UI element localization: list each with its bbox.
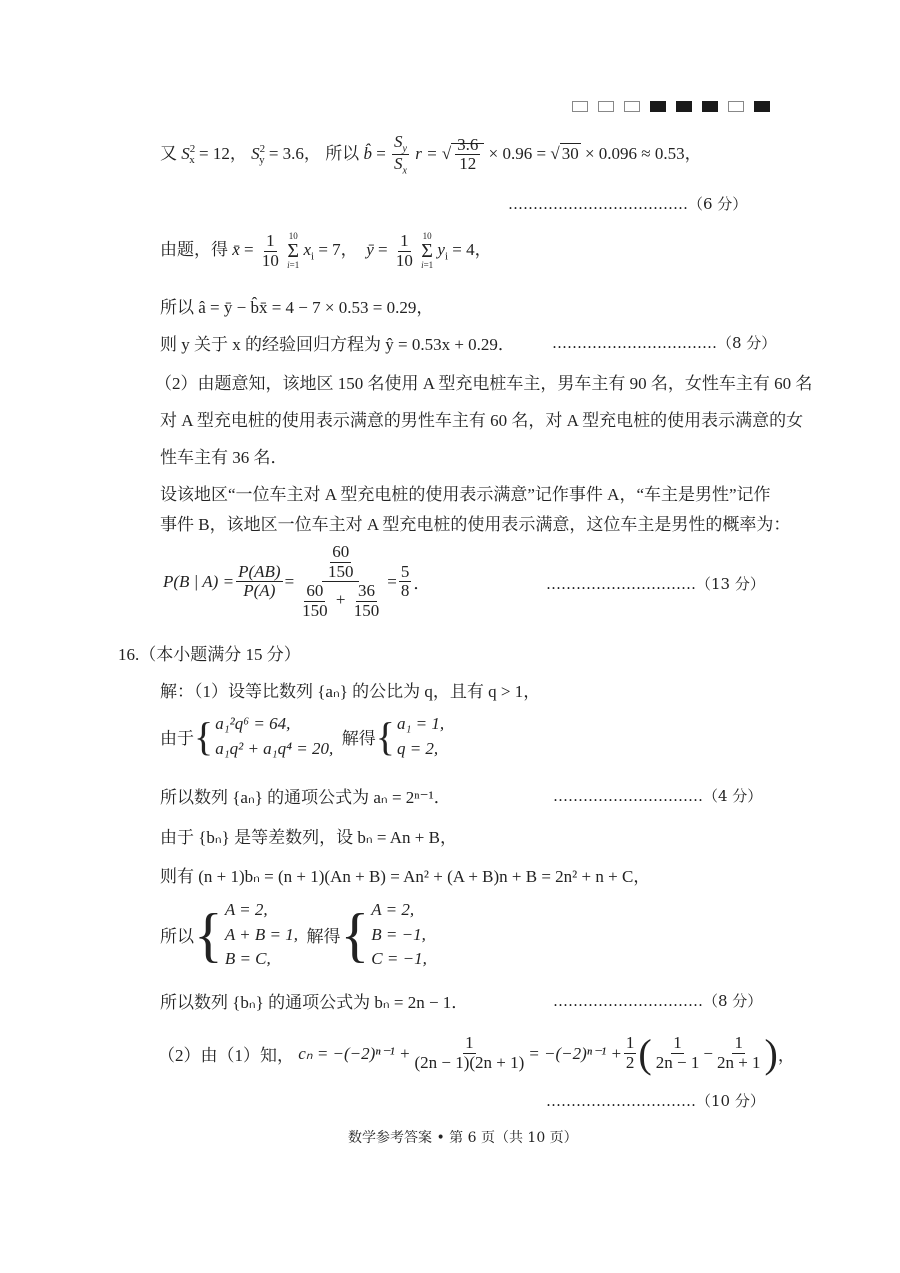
page-footer: 数学参考答案 • 第 6 页（共 10 页） <box>348 1130 578 1146</box>
progress-box <box>728 101 744 112</box>
score-mark: …………………………（8 分） <box>553 992 763 1010</box>
mean-line: 由题，得 x̄ = $\frac{1}{10}$ 10 Σ i=1 $x_i = 7$， ȳ = $\frac{1}{10}$ 10 Σ i=1 $y_i = 4$， <box>160 231 492 271</box>
text: 所以 <box>325 143 360 163</box>
progress-box <box>754 101 770 112</box>
sigma-icon: 10 Σ i=1 <box>287 231 300 271</box>
text: cₙ = −(−2)ⁿ⁻¹ + <box>298 1043 411 1063</box>
fraction <box>326 543 356 581</box>
text: 解得 <box>341 729 376 749</box>
equation: a₁q² + a₁q⁴ = 20, <box>215 738 334 758</box>
progress-box <box>676 101 692 112</box>
text: 解得 <box>306 927 341 947</box>
fraction: $\frac{1}{10}$ <box>261 231 279 270</box>
num: 36 <box>358 581 375 601</box>
progress-box <box>572 101 588 112</box>
text: （2）由（1）知， <box>158 1046 294 1065</box>
num: 5 <box>400 561 410 581</box>
fraction <box>300 582 330 620</box>
equation: a₁ = 1, <box>396 714 445 733</box>
q16-cn-formula: （2）由（1）知， cₙ = −(−2)ⁿ⁻¹ + $\frac{1}{(2n - 1)(2n + 1)}$ = −(−2)ⁿ⁻¹ + $\frac{1}{2}$ ( $\frac{1}{2n - 1}$ − $\frac{1}{2n + 1}$ ) ， <box>158 1031 795 1076</box>
den: 150 <box>302 601 328 621</box>
den: 8 <box>400 581 410 601</box>
sigma-icon: 10 Σ i=1 <box>421 231 434 271</box>
num: 1 <box>465 1033 474 1053</box>
text: 30 <box>561 143 579 163</box>
text: × 0.96 = <box>488 143 551 163</box>
den: 2 <box>625 1053 635 1072</box>
fraction: $\frac{S_y}{S_x}$ <box>394 132 407 177</box>
progress-box <box>650 101 666 112</box>
fraction <box>715 1034 763 1072</box>
equation: B = C, <box>224 949 271 969</box>
den: 2n − 1 <box>655 1053 700 1072</box>
left-paren: ( <box>638 1031 652 1076</box>
equation: a₁²q⁶ = 64, <box>215 714 291 733</box>
solution-system: { A = 2, B = −1, C = −1, <box>340 898 426 972</box>
q16-bn-line-2: 则有 (n + 1)bₙ = (n + 1)(An + B) = An² + (A + B)n + B = 2n² + n + C， <box>160 867 651 886</box>
q16-system-1 <box>160 712 444 761</box>
progress-boxes <box>572 101 770 112</box>
den: 150 <box>327 561 354 581</box>
equation: q = 2, <box>396 738 439 758</box>
regression-slope-line: 又 $S^2_x = 12$， $S^2_y = 3.6$， 所以 b̂ = $\frac{S_y}{S_x}$ r = √ $\frac{3.6}{12}$ × 0.96 = √ 30 × 0.096 ≈ 0.53， <box>160 132 702 177</box>
q16-bn-line-1: 由于 {bₙ} 是等差数列，设 bₙ = An + B， <box>160 828 457 847</box>
score-mark: …………………………（13 分） <box>546 575 765 593</box>
part2-line-4: 设该地区“一位车主对 A 型充电桩的使用表示满意”记作事件 A，“车主是男性”记作 <box>160 485 771 504</box>
fraction <box>455 136 480 174</box>
fraction <box>399 563 412 601</box>
fraction <box>624 1034 637 1072</box>
text: × 0.096 ≈ 0.53， <box>584 143 702 163</box>
fraction <box>412 1034 526 1072</box>
regression-equation-line: 则 y 关于 x 的经验回归方程为 ŷ = 0.53x + 0.29． <box>160 335 515 354</box>
right-paren: ) <box>764 1031 778 1076</box>
part2-line-1: （2）由题意知，该地区 150 名使用 A 型充电桩车主，男车主有 90 名，女性车主有 60 名 <box>155 374 813 393</box>
part2-line-2: 对 A 型充电桩的使用表示满意的男性车主有 60 名，对 A 型充电桩的使用表示满意的女 <box>160 411 804 430</box>
num: 1 <box>673 1033 682 1053</box>
equation: B = −1, <box>371 924 426 944</box>
question-16-title: 16.（本小题满分 15 分） <box>118 645 301 664</box>
text: 由题，得 <box>160 240 228 260</box>
fraction <box>236 563 282 601</box>
part2-line-5: 事件 B，该地区一位车主对 A 型充电桩的使用表示满意，这位车主是男性的概率为： <box>160 515 791 534</box>
text: = −(−2)ⁿ⁻¹ + <box>528 1043 622 1063</box>
equation: A = 2, <box>224 900 268 919</box>
text: = 4， <box>452 240 492 260</box>
fraction: $\frac{1}{10}$ <box>395 231 413 270</box>
text: P(B | A) = <box>163 571 235 591</box>
num: 1 <box>734 1033 743 1053</box>
num: P(AB) <box>238 561 281 581</box>
progress-box <box>598 101 614 112</box>
text: 由于 <box>160 729 194 749</box>
q16-an-formula: 所以数列 {aₙ} 的通项公式为 aₙ = 2ⁿ⁻¹． <box>160 788 451 807</box>
den: P(A) <box>243 581 276 601</box>
intercept-line: 所以 â = ȳ − b̂x̄ = 4 − 7 × 0.53 = 0.29， <box>160 298 434 317</box>
text: = 12， <box>199 143 247 163</box>
text: = 7， <box>318 240 358 260</box>
progress-box <box>702 101 718 112</box>
equation: A + B = 1, <box>224 924 298 944</box>
num: 60 <box>332 542 350 561</box>
den: 2n + 1 <box>716 1053 761 1072</box>
part2-line-3: 性车主有 36 名． <box>160 448 288 467</box>
solution-system: { a₁ = 1, q = 2, <box>376 712 444 761</box>
score-mark: ……………………………（8 分） <box>552 334 777 352</box>
fraction <box>654 1034 702 1072</box>
text: 又 <box>160 143 177 163</box>
q16-bn-formula: 所以数列 {bₙ} 的通项公式为 bₙ = 2n − 1． <box>160 993 469 1012</box>
num: 60 <box>306 581 324 601</box>
text: ， <box>777 1046 795 1065</box>
text: r = <box>415 143 442 163</box>
score-mark: …………………………（10 分） <box>546 1092 765 1110</box>
q16-line-1: 解：（1）设等比数列 {aₙ} 的公比为 q，且有 q > 1， <box>160 682 541 701</box>
q16-system-2 <box>160 898 427 972</box>
score-mark: …………………………（4 分） <box>553 787 763 805</box>
equation: C = −1, <box>371 949 427 969</box>
text: 所以 <box>160 927 194 947</box>
den: 150 <box>353 601 380 621</box>
text: = 3.6， <box>268 143 321 163</box>
score-mark: ………………………………（6 分） <box>508 195 748 213</box>
den: (2n − 1)(2n + 1) <box>414 1053 525 1072</box>
equation-system: { A = 2, A + B = 1, B = C, <box>194 898 298 972</box>
fraction: $\frac{60}{150}$ $\frac{60}{150}$ + $\frac{36}{150}$ <box>302 542 380 621</box>
fraction <box>352 582 382 620</box>
num: 3.6 <box>457 134 479 154</box>
den: 12 <box>459 154 477 174</box>
conditional-probability: P(B | A) = $\frac{P(AB)}{P(A)}$ = $\frac{60}{150}$ $\frac{60}{150}$ + $\frac{36}{150}$ = $\frac{5}{8}$ ． <box>163 542 431 621</box>
progress-box <box>624 101 640 112</box>
equation-system: { a₁²q⁶ = 64, a₁q² + a₁q⁴ = 20, <box>194 712 333 761</box>
equation: A = 2, <box>371 900 415 919</box>
num: 1 <box>625 1033 635 1053</box>
